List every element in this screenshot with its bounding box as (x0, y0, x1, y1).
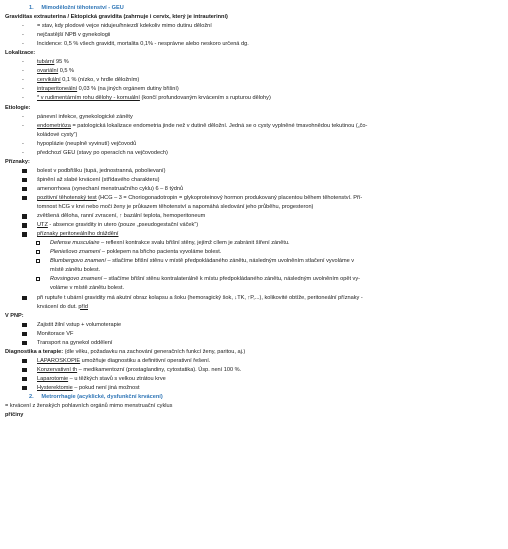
list-item: - intraperitoneální 0,03 % (na jiných orgánem dutiny břišní) (22, 86, 179, 93)
square-bullet-icon (22, 187, 27, 192)
square-bullet-icon (22, 359, 27, 364)
paragraph: = krvácení z ženských pohlavních orgánů mimo menstruační cyklus (5, 403, 173, 410)
list-item: - Incidence: 0,5 % všech gravidit, mortalita 0,1% - nesprávne alebo neskoro určená dg. (22, 41, 249, 48)
list-item: amenorrhoea (vynechaní menstruačního cyklu) 6 – 8 týdnů (5, 185, 505, 194)
list-item: Monitorace VF (5, 330, 505, 339)
section-heading-1: 1. Mimoděložní těhotenství - GEU (29, 5, 124, 11)
sub-list-item: Rovsingovo znamení – stlačíme břišní stěnu kontralaterálně k místu předpokládaného zánětu, následným uvolněním opět vy- (5, 275, 505, 284)
sub-list-item: Defense musculaire – reflexní kontrakce svalu břišní stěny, jejímž cílem je zabránit šíření zánětu. (5, 239, 505, 248)
list-item: pozitivní těhotenský test (HCG – 3 = Choriogonadotropin = glykoproteinový hormon produkovaný placentou během těhotenství. Pří- (5, 194, 505, 203)
list-item: Transport na gynekol oddělení (5, 339, 505, 348)
sub-list-item-continuation: voláme v místě zánětu bolest. (50, 285, 124, 292)
square-bullet-icon (22, 178, 27, 183)
list-item-continuation: tomnost hCG v krvi nebo moči ženy je průkazem těhotenství a napomáhá sledování jeho průběhu, progesteron) (37, 204, 314, 211)
list-item: Laparotomie – u těžkých stavů s velkou ztrátou krve (5, 375, 505, 384)
list-item: - nejčastější NPB v gynekologii (22, 32, 111, 39)
square-bullet-icon (22, 196, 27, 201)
hollow-square-bullet-icon (36, 241, 40, 245)
heading-etiologie: Etiologie: (5, 104, 31, 111)
list-item: - tubární 95 % (22, 59, 69, 66)
list-item: příznaky peritoneálního dráždění (5, 230, 505, 239)
sub-list-item: Pleniešovo znamení – poklepem na břicho pacienta vyvoláme bolest. (5, 248, 505, 257)
section-heading-2: 2. Metrorrhagie (acyklické, dysfunkční krvácení) (29, 394, 163, 401)
heading-lokalizace: Lokalizace: (5, 50, 36, 57)
list-item: - pánevní infekce, gynekologické záněty (22, 113, 133, 120)
sub-list-item-continuation: místě zánětu bolest. (50, 267, 101, 274)
list-item: - * v rudimentárním rohu dělohy - kornuální (končí profundovaným krvácením s rupturou dělohy) (22, 95, 271, 102)
square-bullet-icon (22, 341, 27, 346)
square-bullet-icon (22, 323, 27, 328)
list-item: - cervikální 0,1 % (nízko, v hrdle děložním) (22, 77, 140, 84)
document-page (5, 4, 505, 420)
list-item: - předchozí GEU (stavy po operacích na vejčovodech) (22, 149, 168, 156)
list-item: Konzervativní th – medikamentozní (prostaglandiny, cytostatika). Úsp. není 100 %. (5, 366, 505, 375)
list-item: zvětšená děloha, ranní zvracení, ↑ bazální teplota, hemoperitoneum (5, 212, 505, 221)
heading-priznaky: Příznaky: (5, 158, 30, 165)
square-bullet-icon (22, 332, 27, 337)
heading-pnp: V PNP: (5, 312, 24, 319)
list-item: UTZ - absence gravidity in utero (pouze „pseudogestační váček“) (5, 221, 505, 230)
list-item: špinění až slabé krvácení (střídavého charakteru) (5, 176, 505, 185)
list-item: - endometrióza = patologická lokalizace endometria jinde než v dutině děložní. Jedná se o cysty vyplněné tmavohnědou tekutinou („čo- (22, 122, 368, 129)
square-bullet-icon (22, 214, 27, 219)
hollow-square-bullet-icon (36, 259, 40, 263)
sub-list-item: Blumbergovo znamení – stlačíme břišní stěnu v místě předpokládaného zánětu, následným uvolněním stlačení vyvoláme v (5, 257, 505, 266)
list-item: bolest v podbřišku (tupá, jednostranná, pobolievaní) (5, 167, 505, 176)
square-bullet-icon (22, 377, 27, 382)
hollow-square-bullet-icon (36, 250, 40, 254)
heading-diagnostika: Diagnostika a terapie: (dle věku, požadavku na zachování generačních funkcí ženy, paritou, aj.) (5, 348, 246, 355)
heading-graviditas: Graviditas extrauterina / Ektopická gravidita (zahrnuje i cervix, který je intrauterinní) (5, 14, 228, 21)
square-bullet-icon (22, 169, 27, 174)
list-item: Hysterektomie – pokud není jiná možnost (5, 384, 505, 393)
list-item: Zajistit žilní vstup + volumoterapie (5, 321, 505, 330)
list-item: - = stav, kdy plodové vejce nidujeu/hniezdí kdekoliv mimo dutinu děložní (22, 23, 212, 30)
square-bullet-icon (22, 386, 27, 391)
square-bullet-icon (22, 296, 27, 301)
list-item-continuation: krvácení do dut. příd (37, 303, 88, 310)
list-item: - hypoplázie (neuplně vyvinutí) vejčovodů (22, 140, 137, 147)
list-item-continuation: koládové cysty“) (37, 131, 78, 138)
list-item: LAPAROSKOPIE umožňuje diagnostiku a definitivní operativní řešení. (5, 357, 505, 366)
square-bullet-icon (22, 368, 27, 373)
square-bullet-icon (22, 223, 27, 228)
list-item: - ovariální 0,5 % (22, 68, 75, 75)
hollow-square-bullet-icon (36, 277, 40, 281)
square-bullet-icon (22, 232, 27, 237)
list-item: při ruptuře t ubární gravidity má akutní obraz kolapsu a šoku (hemoragický šok, ↓TK, ↑P,...), kolikovité obtíže, peritoneální příznaky - (5, 294, 505, 303)
heading-priciny: příčiny (5, 412, 24, 419)
